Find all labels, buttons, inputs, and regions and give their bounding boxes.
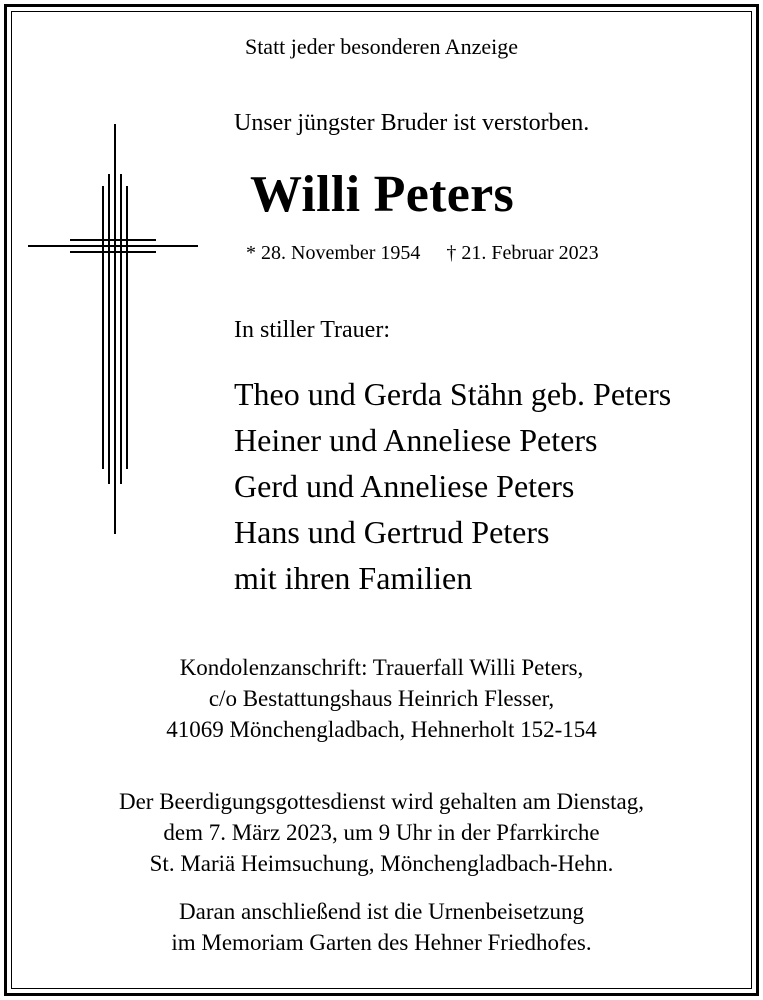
- funeral-line: St. Mariä Heimsuchung, Mönchengladbach-Hehn.: [149, 851, 614, 876]
- funeral-notice: [0, 788, 763, 881]
- mourner-line: Theo und Gerda Stähn geb. Peters: [234, 376, 672, 412]
- mourner-line: Heiner und Anneliese Peters: [234, 422, 598, 458]
- condolence-line: c/o Bestattungshaus Heinrich Flesser,: [208, 686, 555, 711]
- condolence-address: [0, 654, 763, 747]
- funeral-line: Der Beerdigungsgottesdienst wird gehalten am Dienstag,: [118, 789, 645, 814]
- mourning-label: In stiller Trauer:: [234, 317, 390, 343]
- condolence-line: 41069 Mönchengladbach, Hehnerholt 152-154: [166, 717, 597, 742]
- condolence-line: Kondolenzanschrift: Trauerfall Willi Peters,: [179, 655, 584, 680]
- intro-text: Unser jüngster Bruder ist verstorben.: [234, 110, 590, 136]
- urn-line: Daran anschließend ist die Urnenbeisetzung: [179, 899, 584, 924]
- urn-line: im Memoriam Garten des Hehner Friedhofes.: [171, 930, 592, 955]
- mourner-line: Hans und Gertrud Peters: [234, 514, 550, 550]
- birth-date: * 28. November 1954: [246, 242, 421, 264]
- urn-notice: [0, 898, 763, 960]
- death-date: † 21. Februar 2023: [446, 242, 599, 264]
- deceased-name: Willi Peters: [250, 166, 515, 223]
- cross-icon: [28, 124, 200, 536]
- funeral-line: dem 7. März 2023, um 9 Uhr in der Pfarrkirche: [163, 820, 600, 845]
- mourner-line: mit ihren Familien: [234, 560, 473, 596]
- mourner-line: Gerd und Anneliese Peters: [234, 468, 575, 504]
- header-text: Statt jeder besonderen Anzeige: [244, 34, 519, 59]
- life-dates: [246, 243, 599, 263]
- mourners-list: [234, 375, 671, 605]
